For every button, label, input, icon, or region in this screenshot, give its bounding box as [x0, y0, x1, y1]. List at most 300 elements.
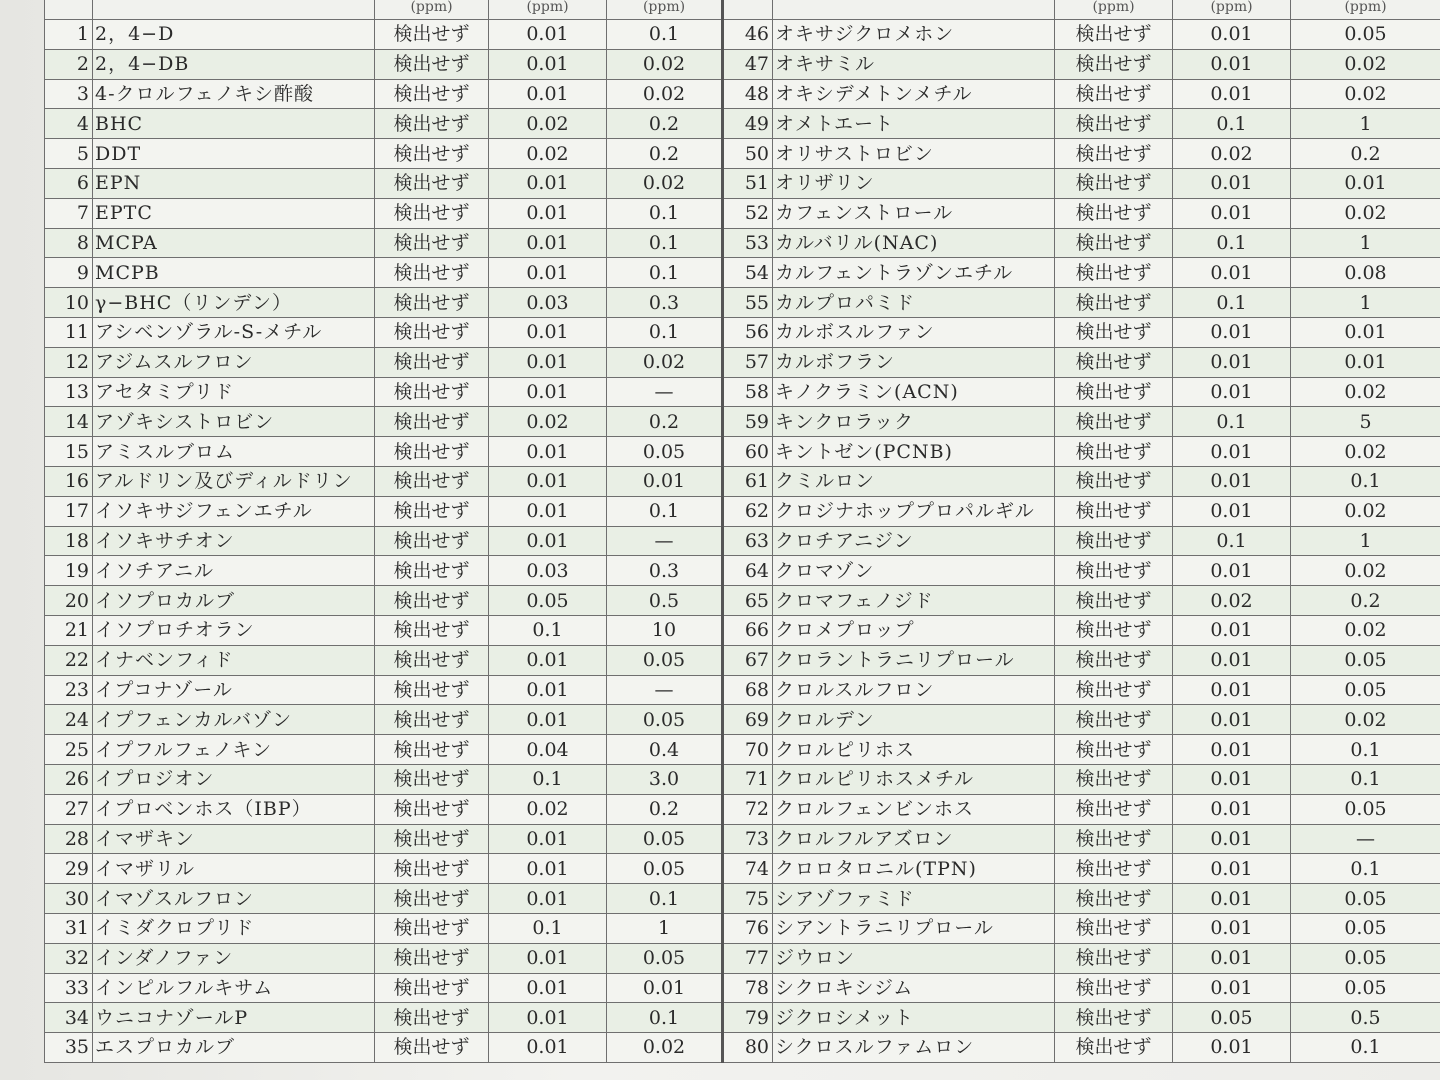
- detection-limit: 0.01: [1173, 854, 1291, 884]
- standard-value: 0.05: [607, 645, 723, 675]
- detection-limit: 0.01: [1173, 49, 1291, 79]
- detection-limit: 0.03: [489, 556, 607, 586]
- row-number: 62: [723, 496, 773, 526]
- row-number: 35: [45, 1033, 93, 1063]
- substance-name: シアゾファミド: [773, 884, 1055, 914]
- substance-name: イプフルフェノキン: [93, 735, 375, 765]
- test-result: 検出せず: [375, 824, 489, 854]
- test-result: 検出せず: [375, 794, 489, 824]
- table-row: [45, 1033, 1440, 1063]
- detection-limit: 0.01: [1173, 913, 1291, 943]
- standard-value: 0.05: [607, 854, 723, 884]
- test-result: 検出せず: [375, 586, 489, 616]
- detection-limit: 0.01: [1173, 794, 1291, 824]
- table-row: [45, 645, 1440, 675]
- standard-value: 0.1: [1291, 466, 1440, 496]
- row-number: 30: [45, 884, 93, 914]
- detection-limit: 0.01: [1173, 496, 1291, 526]
- test-result: 検出せず: [375, 79, 489, 109]
- row-number: 56: [723, 317, 773, 347]
- detection-limit: 0.01: [1173, 556, 1291, 586]
- test-result: 検出せず: [375, 139, 489, 169]
- standard-value: 0.02: [607, 168, 723, 198]
- table-row: [45, 79, 1440, 109]
- standard-value: 0.1: [607, 228, 723, 258]
- test-result: 検出せず: [1055, 139, 1173, 169]
- row-number: 57: [723, 347, 773, 377]
- row-number: 17: [45, 496, 93, 526]
- test-result: 検出せず: [375, 1033, 489, 1063]
- standard-value: 0.1: [607, 198, 723, 228]
- test-result: 検出せず: [1055, 794, 1173, 824]
- substance-name: イソキサジフェンエチル: [93, 496, 375, 526]
- test-result: 検出せず: [1055, 943, 1173, 973]
- substance-name: ジウロン: [773, 943, 1055, 973]
- test-result: 検出せず: [375, 556, 489, 586]
- substance-name: イプロジオン: [93, 764, 375, 794]
- detection-limit: 0.01: [1173, 675, 1291, 705]
- detection-limit: 0.01: [489, 258, 607, 288]
- standard-value: —: [1291, 824, 1440, 854]
- standard-value: 0.08: [1291, 258, 1440, 288]
- row-number: 50: [723, 139, 773, 169]
- detection-limit: 0.01: [1173, 615, 1291, 645]
- detection-limit: 0.01: [1173, 645, 1291, 675]
- detection-limit: 0.01: [489, 20, 607, 50]
- substance-name: イマゾスルフロン: [93, 884, 375, 914]
- row-number: 10: [45, 288, 93, 318]
- test-result: 検出せず: [1055, 615, 1173, 645]
- substance-name: ジクロシメット: [773, 1003, 1055, 1033]
- substance-name: カルプロパミド: [773, 288, 1055, 318]
- detection-limit: 0.01: [1173, 79, 1291, 109]
- standard-value: 0.05: [1291, 973, 1440, 1003]
- table-header-row: [45, 0, 1440, 20]
- detection-limit: 0.1: [489, 913, 607, 943]
- standard-value: 3.0: [607, 764, 723, 794]
- standard-value: 0.1: [607, 884, 723, 914]
- table-row: [45, 913, 1440, 943]
- substance-name: カルフェントラゾンエチル: [773, 258, 1055, 288]
- detection-limit: 0.01: [1173, 317, 1291, 347]
- test-result: 検出せず: [1055, 317, 1173, 347]
- standard-value: 0.05: [607, 943, 723, 973]
- test-result: 検出せず: [1055, 466, 1173, 496]
- substance-name: クロルスルフロン: [773, 675, 1055, 705]
- test-result: 検出せず: [375, 317, 489, 347]
- row-number: 22: [45, 645, 93, 675]
- detection-limit: 0.01: [1173, 735, 1291, 765]
- detection-limit: 0.1: [1173, 288, 1291, 318]
- detection-limit: 0.01: [1173, 258, 1291, 288]
- substance-name: イマザリル: [93, 854, 375, 884]
- substance-name: クミルロン: [773, 466, 1055, 496]
- substance-name: シクロスルファムロン: [773, 1033, 1055, 1063]
- detection-limit: 0.01: [1173, 198, 1291, 228]
- standard-value: 0.02: [1291, 705, 1440, 735]
- row-number: 20: [45, 586, 93, 616]
- header-unit: (ppm): [375, 0, 489, 20]
- standard-value: 0.01: [1291, 347, 1440, 377]
- test-result: 検出せず: [375, 615, 489, 645]
- table-row: [45, 943, 1440, 973]
- detection-limit: 0.01: [1173, 705, 1291, 735]
- test-result: 検出せず: [1055, 824, 1173, 854]
- substance-name: BHC: [93, 109, 375, 139]
- standard-value: 0.1: [1291, 854, 1440, 884]
- header-unit: (ppm): [489, 0, 607, 20]
- table-row: [45, 794, 1440, 824]
- test-result: 検出せず: [375, 764, 489, 794]
- test-result: 検出せず: [1055, 377, 1173, 407]
- substance-name: イプロベンホス（IBP）: [93, 794, 375, 824]
- substance-name: EPTC: [93, 198, 375, 228]
- test-result: 検出せず: [375, 854, 489, 884]
- substance-name: アセタミプリド: [93, 377, 375, 407]
- test-result: 検出せず: [1055, 20, 1173, 50]
- row-number: 27: [45, 794, 93, 824]
- test-result: 検出せず: [1055, 735, 1173, 765]
- substance-name: クロジナホッププロパルギル: [773, 496, 1055, 526]
- row-number: 4: [45, 109, 93, 139]
- standard-value: 0.1: [1291, 764, 1440, 794]
- standard-value: 0.02: [1291, 437, 1440, 467]
- detection-limit: 0.01: [489, 854, 607, 884]
- standard-value: 10: [607, 615, 723, 645]
- detection-limit: 0.1: [1173, 407, 1291, 437]
- substance-name: キントゼン(PCNB): [773, 437, 1055, 467]
- substance-name: γ−BHC（リンデン）: [93, 288, 375, 318]
- standard-value: 0.02: [607, 49, 723, 79]
- row-number: 64: [723, 556, 773, 586]
- substance-name: オキサジクロメホン: [773, 20, 1055, 50]
- row-number: 18: [45, 526, 93, 556]
- substance-name: シクロキシジム: [773, 973, 1055, 1003]
- detection-limit: 0.01: [489, 675, 607, 705]
- standard-value: 0.05: [1291, 794, 1440, 824]
- standard-value: 0.1: [607, 317, 723, 347]
- test-result: 検出せず: [1055, 973, 1173, 1003]
- test-result: 検出せず: [1055, 496, 1173, 526]
- substance-name: クロルピリホス: [773, 735, 1055, 765]
- test-result: 検出せず: [375, 496, 489, 526]
- substance-name: クロルフルアズロン: [773, 824, 1055, 854]
- table-row: [45, 526, 1440, 556]
- test-result: 検出せず: [375, 943, 489, 973]
- detection-limit: 0.05: [489, 586, 607, 616]
- substance-name: クロルピリホスメチル: [773, 764, 1055, 794]
- standard-value: 0.02: [1291, 377, 1440, 407]
- substance-name: オキシデメトンメチル: [773, 79, 1055, 109]
- substance-name: イプフェンカルバゾン: [93, 705, 375, 735]
- standard-value: 0.5: [1291, 1003, 1440, 1033]
- standard-value: 0.2: [607, 794, 723, 824]
- row-number: 34: [45, 1003, 93, 1033]
- test-result: 検出せず: [375, 466, 489, 496]
- pesticide-residue-table: [44, 0, 1440, 1063]
- substance-name: カルバリル(NAC): [773, 228, 1055, 258]
- standard-value: 0.01: [1291, 317, 1440, 347]
- substance-name: オメトエート: [773, 109, 1055, 139]
- test-result: 検出せず: [1055, 407, 1173, 437]
- test-result: 検出せず: [1055, 586, 1173, 616]
- detection-limit: 0.01: [489, 168, 607, 198]
- test-result: 検出せず: [1055, 854, 1173, 884]
- detection-limit: 0.01: [1173, 824, 1291, 854]
- standard-value: 0.2: [1291, 586, 1440, 616]
- row-number: 78: [723, 973, 773, 1003]
- test-result: 検出せず: [1055, 288, 1173, 318]
- detection-limit: 0.01: [489, 79, 607, 109]
- substance-name: エスプロカルブ: [93, 1033, 375, 1063]
- row-number: 77: [723, 943, 773, 973]
- row-number: 21: [45, 615, 93, 645]
- detection-limit: 0.01: [489, 437, 607, 467]
- detection-limit: 0.02: [489, 109, 607, 139]
- standard-value: 0.02: [607, 79, 723, 109]
- test-result: 検出せず: [1055, 1003, 1173, 1033]
- header-cell: [93, 0, 375, 20]
- test-result: 検出せず: [1055, 79, 1173, 109]
- standard-value: 0.05: [607, 705, 723, 735]
- detection-limit: 0.05: [1173, 1003, 1291, 1033]
- test-result: 検出せず: [1055, 675, 1173, 705]
- table-row: [45, 437, 1440, 467]
- test-result: 検出せず: [375, 407, 489, 437]
- detection-limit: 0.01: [489, 198, 607, 228]
- table-row: [45, 466, 1440, 496]
- detection-limit: 0.01: [489, 526, 607, 556]
- substance-name: EPN: [93, 168, 375, 198]
- table-row: [45, 705, 1440, 735]
- substance-name: MCPB: [93, 258, 375, 288]
- standard-value: 0.01: [1291, 168, 1440, 198]
- header-unit: (ppm): [1055, 0, 1173, 20]
- row-number: 61: [723, 466, 773, 496]
- substance-name: アシベンゾラル-S-メチル: [93, 317, 375, 347]
- test-result: 検出せず: [375, 735, 489, 765]
- standard-value: 0.1: [607, 1003, 723, 1033]
- test-result: 検出せず: [1055, 556, 1173, 586]
- detection-limit: 0.03: [489, 288, 607, 318]
- header-cell: [45, 0, 93, 20]
- detection-limit: 0.1: [489, 764, 607, 794]
- detection-limit: 0.01: [1173, 437, 1291, 467]
- substance-name: アゾキシストロビン: [93, 407, 375, 437]
- detection-limit: 0.01: [489, 228, 607, 258]
- row-number: 5: [45, 139, 93, 169]
- detection-limit: 0.1: [1173, 526, 1291, 556]
- test-result: 検出せず: [375, 258, 489, 288]
- test-result: 検出せず: [1055, 913, 1173, 943]
- substance-name: シアントラニリプロール: [773, 913, 1055, 943]
- substance-name: MCPA: [93, 228, 375, 258]
- substance-name: キンクロラック: [773, 407, 1055, 437]
- substance-name: インダノファン: [93, 943, 375, 973]
- test-result: 検出せず: [375, 198, 489, 228]
- substance-name: 2，4−DB: [93, 49, 375, 79]
- standard-value: 0.1: [607, 20, 723, 50]
- test-result: 検出せず: [1055, 705, 1173, 735]
- detection-limit: 0.01: [489, 496, 607, 526]
- standard-value: 1: [1291, 228, 1440, 258]
- standard-value: 0.05: [1291, 675, 1440, 705]
- test-result: 検出せず: [1055, 228, 1173, 258]
- row-number: 33: [45, 973, 93, 1003]
- header-cell: [773, 0, 1055, 20]
- table-row: [45, 377, 1440, 407]
- test-result: 検出せず: [1055, 347, 1173, 377]
- row-number: 6: [45, 168, 93, 198]
- substance-name: DDT: [93, 139, 375, 169]
- row-number: 24: [45, 705, 93, 735]
- row-number: 8: [45, 228, 93, 258]
- substance-name: クロメプロップ: [773, 615, 1055, 645]
- table-row: [45, 556, 1440, 586]
- table-row: [45, 20, 1440, 50]
- row-number: 66: [723, 615, 773, 645]
- row-number: 32: [45, 943, 93, 973]
- row-number: 76: [723, 913, 773, 943]
- row-number: 49: [723, 109, 773, 139]
- standard-value: 5: [1291, 407, 1440, 437]
- detection-limit: 0.01: [489, 973, 607, 1003]
- detection-limit: 0.01: [1173, 884, 1291, 914]
- row-number: 67: [723, 645, 773, 675]
- test-result: 検出せず: [1055, 437, 1173, 467]
- standard-value: —: [607, 377, 723, 407]
- row-number: 47: [723, 49, 773, 79]
- standard-value: 0.05: [607, 824, 723, 854]
- standard-value: 0.02: [1291, 615, 1440, 645]
- table-row: [45, 198, 1440, 228]
- table-row: [45, 347, 1440, 377]
- row-number: 74: [723, 854, 773, 884]
- header-unit: (ppm): [607, 0, 723, 20]
- table-row: [45, 168, 1440, 198]
- row-number: 11: [45, 317, 93, 347]
- test-result: 検出せず: [1055, 258, 1173, 288]
- standard-value: 0.1: [607, 258, 723, 288]
- substance-name: クロチアニジン: [773, 526, 1055, 556]
- substance-name: アルドリン及びディルドリン: [93, 466, 375, 496]
- substance-name: クロルデン: [773, 705, 1055, 735]
- row-number: 75: [723, 884, 773, 914]
- substance-name: クロラントラニリプロール: [773, 645, 1055, 675]
- standard-value: 0.01: [607, 466, 723, 496]
- table-row: [45, 735, 1440, 765]
- row-number: 1: [45, 20, 93, 50]
- table-row: [45, 258, 1440, 288]
- test-result: 検出せず: [375, 49, 489, 79]
- substance-name: 4-クロルフェノキシ酢酸: [93, 79, 375, 109]
- test-result: 検出せず: [375, 347, 489, 377]
- detection-limit: 0.01: [1173, 764, 1291, 794]
- detection-limit: 0.02: [489, 139, 607, 169]
- row-number: 14: [45, 407, 93, 437]
- row-number: 58: [723, 377, 773, 407]
- detection-limit: 0.01: [1173, 973, 1291, 1003]
- substance-name: イミダクロプリド: [93, 913, 375, 943]
- table-row: [45, 407, 1440, 437]
- standard-value: 1: [1291, 288, 1440, 318]
- substance-name: カルボスルファン: [773, 317, 1055, 347]
- standard-value: 0.02: [1291, 198, 1440, 228]
- test-result: 検出せず: [1055, 645, 1173, 675]
- detection-limit: 0.02: [489, 407, 607, 437]
- row-number: 69: [723, 705, 773, 735]
- row-number: 80: [723, 1033, 773, 1063]
- substance-name: 2，4−D: [93, 20, 375, 50]
- table-row: [45, 884, 1440, 914]
- detection-limit: 0.01: [1173, 377, 1291, 407]
- standard-value: 0.05: [1291, 20, 1440, 50]
- detection-limit: 0.01: [489, 49, 607, 79]
- standard-value: 0.05: [1291, 943, 1440, 973]
- row-number: 15: [45, 437, 93, 467]
- detection-limit: 0.01: [489, 1003, 607, 1033]
- detection-limit: 0.1: [1173, 228, 1291, 258]
- test-result: 検出せず: [375, 675, 489, 705]
- standard-value: —: [607, 675, 723, 705]
- row-number: 71: [723, 764, 773, 794]
- row-number: 54: [723, 258, 773, 288]
- table-row: [45, 675, 1440, 705]
- detection-limit: 0.1: [489, 615, 607, 645]
- test-result: 検出せず: [375, 973, 489, 1003]
- detection-limit: 0.01: [489, 645, 607, 675]
- table-row: [45, 824, 1440, 854]
- row-number: 60: [723, 437, 773, 467]
- substance-name: オキサミル: [773, 49, 1055, 79]
- row-number: 9: [45, 258, 93, 288]
- table-row: [45, 1003, 1440, 1033]
- header-unit: (ppm): [1291, 0, 1440, 20]
- standard-value: 0.02: [1291, 79, 1440, 109]
- substance-name: アミスルブロム: [93, 437, 375, 467]
- standard-value: 0.02: [1291, 49, 1440, 79]
- row-number: 46: [723, 20, 773, 50]
- test-result: 検出せず: [375, 109, 489, 139]
- row-number: 16: [45, 466, 93, 496]
- standard-value: 0.05: [607, 437, 723, 467]
- substance-name: オリサストロビン: [773, 139, 1055, 169]
- row-number: 48: [723, 79, 773, 109]
- test-result: 検出せず: [375, 168, 489, 198]
- row-number: 2: [45, 49, 93, 79]
- standard-value: 0.05: [1291, 913, 1440, 943]
- substance-name: イナベンフィド: [93, 645, 375, 675]
- substance-name: イソチアニル: [93, 556, 375, 586]
- standard-value: 0.02: [607, 1033, 723, 1063]
- table-row: [45, 764, 1440, 794]
- detection-limit: 0.01: [489, 377, 607, 407]
- table-row: [45, 49, 1440, 79]
- header-cell: [723, 0, 773, 20]
- test-result: 検出せず: [375, 1003, 489, 1033]
- substance-name: イソプロチオラン: [93, 615, 375, 645]
- standard-value: 1: [1291, 109, 1440, 139]
- row-number: 7: [45, 198, 93, 228]
- row-number: 55: [723, 288, 773, 318]
- table-row: [45, 288, 1440, 318]
- substance-name: イソプロカルブ: [93, 586, 375, 616]
- row-number: 19: [45, 556, 93, 586]
- row-number: 25: [45, 735, 93, 765]
- detection-limit: 0.01: [489, 347, 607, 377]
- table-row: [45, 496, 1440, 526]
- table-row: [45, 973, 1440, 1003]
